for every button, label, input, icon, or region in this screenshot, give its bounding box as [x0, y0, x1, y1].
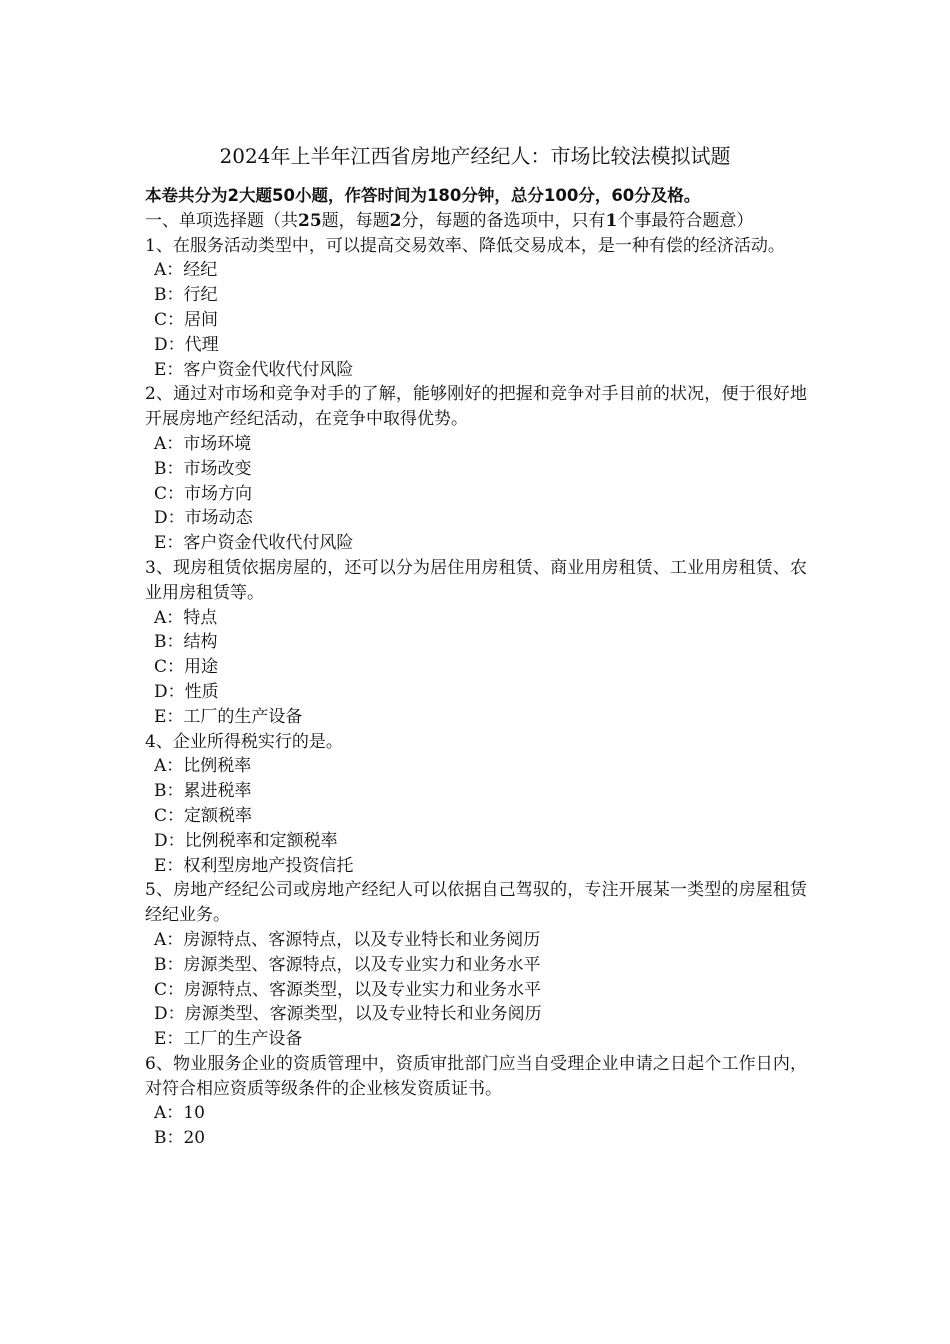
- question-stem: 1、在服务活动类型中，可以提高交易效率、降低交易成本，是一种有偿的经济活动。: [145, 235, 785, 256]
- document-title: 2024年上半年江西省房地产经纪人：市场比较法模拟试题: [219, 144, 731, 168]
- answer-option: E：客户资金代收代付风险: [154, 359, 354, 380]
- answer-option: D：性质: [154, 681, 219, 702]
- answer-option: B：20: [154, 1128, 206, 1149]
- section-mid1: 题，每题: [321, 210, 390, 231]
- answer-option: A：10: [154, 1103, 205, 1124]
- section-suffix: 个事最符合题意）: [617, 210, 754, 231]
- section-score: 2: [389, 210, 402, 231]
- answer-option: B：行纪: [154, 285, 218, 306]
- answer-option: D：市场动态: [154, 508, 253, 529]
- question-stem: 2、通过对市场和竞争对手的了解，能够刚好的把握和竞争对手目前的状况，便于很好地开展房地产经纪活动，在竞争中取得优势。: [145, 384, 807, 430]
- section-count: 25: [298, 210, 322, 231]
- answer-option: E：工厂的生产设备: [154, 706, 303, 727]
- section-one: 1: [605, 210, 618, 231]
- question-stem: 3、现房租赁依据房屋的，还可以分为居住用房租赁、商业用房租赁、工业用房租赁、农业用房租赁等。: [145, 557, 807, 603]
- answer-option: C：房源特点、客源类型，以及专业实力和业务水平: [154, 979, 542, 1000]
- question-block: [145, 556, 807, 730]
- answer-option: A：经纪: [154, 260, 218, 281]
- answer-option: B：市场改变: [154, 458, 252, 479]
- answer-option: C：定额税率: [154, 805, 253, 826]
- document-body: [145, 184, 807, 1151]
- question-stem: 5、房地产经纪公司或房地产经纪人可以依据自己驾驭的，专注开展某一类型的房屋租赁经纪业务。: [145, 880, 807, 926]
- question-block: [145, 1052, 807, 1151]
- answer-option: E：客户资金代收代付风险: [154, 533, 354, 554]
- answer-option: A：市场环境: [154, 433, 252, 454]
- answer-option: D：代理: [154, 334, 219, 355]
- answer-option: B：房源类型、客源特点，以及专业实力和业务水平: [154, 954, 541, 975]
- answer-option: B：累进税率: [154, 781, 252, 802]
- section-mid2: 分，每题的备选项中，只有: [401, 210, 606, 231]
- answer-option: B：结构: [154, 632, 218, 653]
- exam-intro: 本卷共分为2大题50小题，作答时间为180分钟，总分100分，60分及格。: [145, 186, 701, 205]
- answer-option: C：居间: [154, 309, 219, 330]
- answer-option: C：用途: [154, 657, 219, 678]
- question-block: [145, 878, 807, 1052]
- answer-option: A：房源特点、客源特点，以及专业特长和业务阅历: [154, 929, 541, 950]
- section-prefix: 一、单项选择题（共: [145, 210, 298, 231]
- answer-option: A：特点: [154, 607, 218, 628]
- answer-option: D：房源类型、客源类型，以及专业特长和业务阅历: [154, 1004, 542, 1025]
- answer-option: D：比例税率和定额税率: [154, 830, 338, 851]
- question-block: [145, 730, 807, 879]
- question-stem: 4、企业所得税实行的是。: [145, 731, 343, 752]
- section-heading: [145, 209, 807, 234]
- answer-option: E：工厂的生产设备: [154, 1029, 303, 1050]
- answer-option: C：市场方向: [154, 483, 253, 504]
- question-block: [145, 382, 807, 556]
- question-stem: 6、物业服务企业的资质管理中，资质审批部门应当自受理企业申请之日起个工作日内，对符合相应资质等级条件的企业核发资质证书。: [145, 1053, 807, 1099]
- answer-option: A：比例税率: [154, 756, 252, 777]
- answer-option: E：权利型房地产投资信托: [154, 855, 354, 876]
- question-block: [145, 234, 807, 383]
- question-list: [145, 234, 807, 1151]
